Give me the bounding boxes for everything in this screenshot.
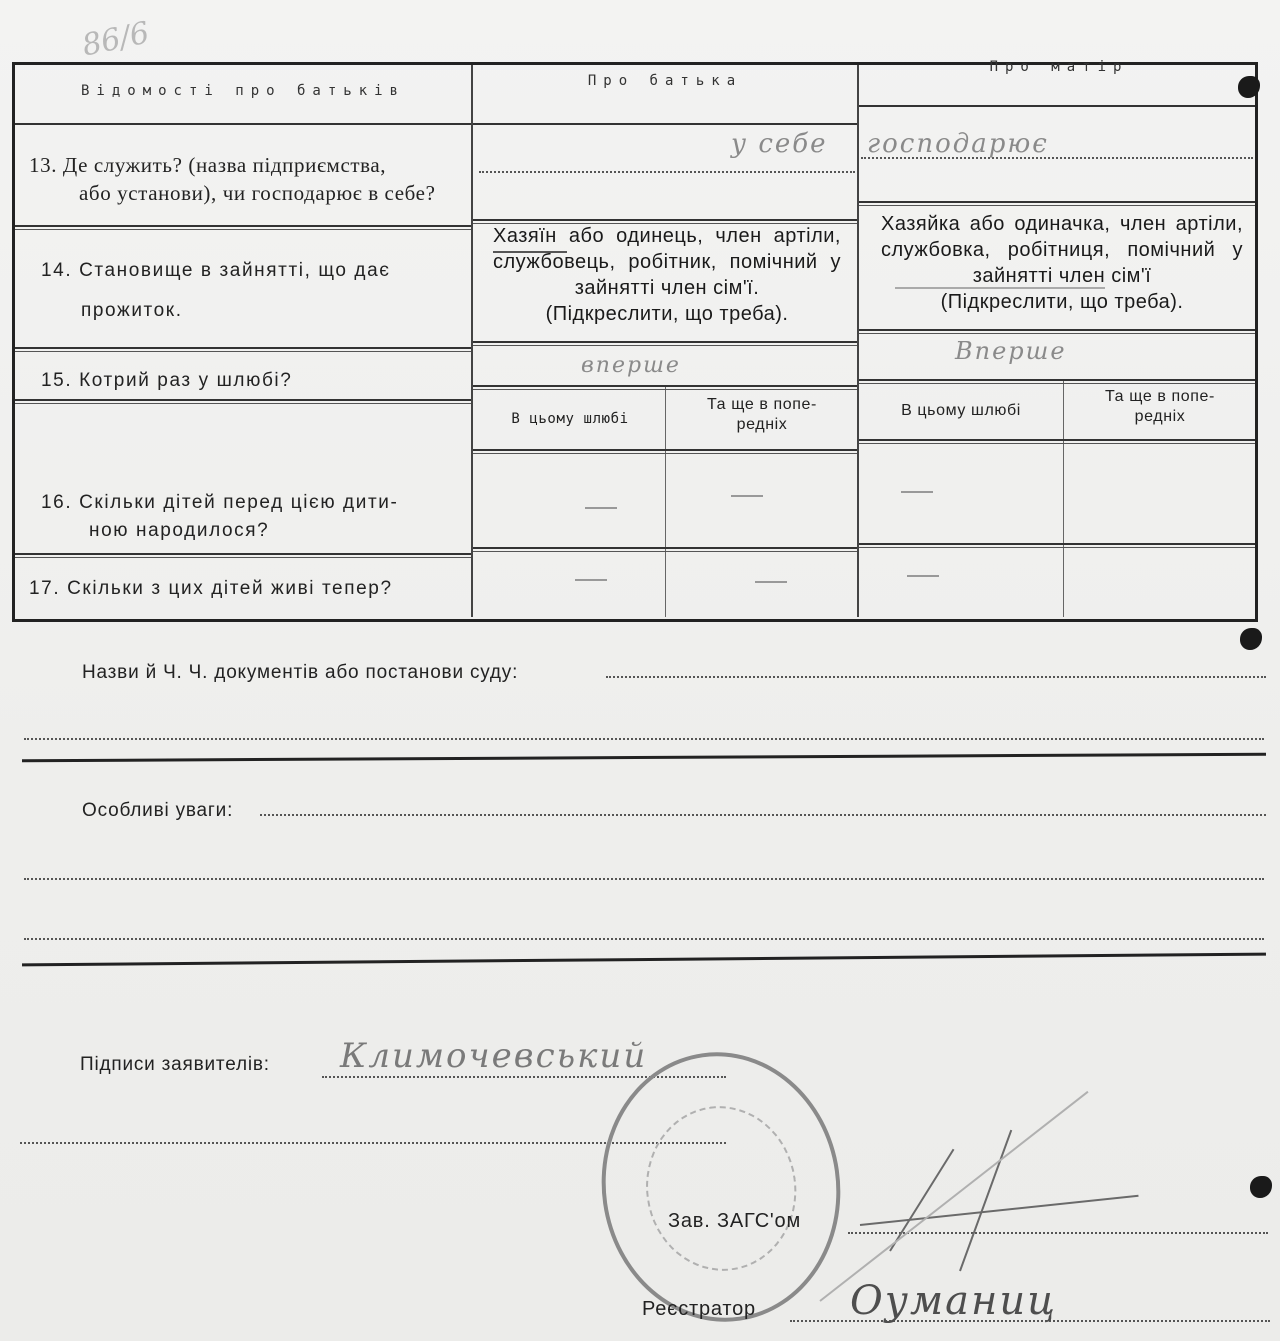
- header-mother-label: Про матір: [989, 59, 1129, 75]
- row-16-father-this-marriage-dash: [585, 507, 617, 509]
- row-16-father-previous-dash: [731, 495, 763, 497]
- column-divider: [857, 65, 859, 617]
- row-divider: [15, 225, 471, 230]
- remarks-label: Особливі уваги:: [82, 800, 234, 821]
- row-13-question: 13. Де служить? (назва підприємства, або установи), чи господарює в себе?: [29, 153, 436, 205]
- mother-options-note: (Підкреслити, що треба).: [940, 291, 1184, 313]
- row-divider: [473, 449, 857, 454]
- row-divider: [473, 123, 857, 125]
- documents-label: Назви й Ч. Ч. документів або постанови суду:: [82, 662, 519, 683]
- row-17-father-previous-dash: [755, 581, 787, 583]
- row-13-mother-answer: господарює: [867, 129, 1049, 159]
- row-14-question: 14. Становище в зайнятті, що дає прожиток.: [41, 260, 391, 321]
- row-divider: [859, 201, 1255, 206]
- father-this-marriage-header: В цьому шлюбі: [511, 411, 629, 427]
- row-divider: [15, 123, 471, 125]
- row-14-mother-options[interactable]: [881, 211, 1243, 315]
- header-info-label: Відомості про батьків: [80, 83, 405, 99]
- remarks-input-line[interactable]: [260, 814, 1266, 816]
- mother-occupation-options: Хазяйка або одиначка, член артіли, службовка, робітниця, помічний у зайнятті член сім'ї: [881, 213, 1243, 287]
- row-divider: [473, 385, 857, 390]
- row-15-question: 15. Котрий раз у шлюбі?: [41, 370, 293, 391]
- head-signature-line[interactable]: [848, 1232, 1268, 1234]
- official-stamp: [584, 1037, 857, 1337]
- row-divider: [859, 329, 1255, 334]
- row-divider: [859, 439, 1255, 444]
- row-divider: [473, 341, 857, 346]
- registrar-signature: Оуманиц: [850, 1278, 1058, 1324]
- row-divider: [473, 547, 857, 552]
- row-17-question: 17. Скільки з цих дітей живі тепер?: [29, 578, 393, 599]
- section-divider: [22, 753, 1266, 763]
- parents-info-table: [12, 59, 1258, 622]
- row-13-father-answer: у себе: [731, 129, 828, 159]
- father-previous-header: Та ще в попе- редніх: [707, 396, 817, 433]
- row-14-father-options[interactable]: [493, 223, 841, 327]
- father-occupation-options: Хазяїн або одинець, член артіли, службовець, робітник, помічний у зайнятті член сім'ї.: [493, 225, 841, 299]
- remarks-input-line-3[interactable]: [24, 938, 1264, 940]
- documents-input-line[interactable]: [606, 676, 1266, 678]
- archive-number: 86/6: [79, 15, 153, 64]
- row-17-mother-this-marriage-dash: [907, 575, 939, 577]
- row-divider: [859, 543, 1255, 548]
- mother-this-marriage-header: В цьому шлюбі: [901, 402, 1021, 419]
- header-father-label: Про батька: [587, 73, 743, 89]
- binding-hole-mark: [1250, 1176, 1272, 1198]
- mother-previous-header: Та ще в попе- редніх: [1105, 388, 1215, 425]
- row-15-father-answer: вперше: [581, 353, 681, 378]
- head-registry-label: Зав. ЗАГС'ом: [668, 1210, 802, 1232]
- answer-line: [479, 171, 855, 173]
- row-16-question: 16. Скільки дітей перед цією дити- ною народилося?: [41, 492, 399, 541]
- row-16-mother-this-marriage-dash: [901, 491, 933, 493]
- row-divider: [15, 553, 471, 558]
- row-divider: [15, 399, 471, 404]
- father-options-note: (Підкреслити, що треба).: [545, 303, 789, 325]
- signatures-label: Підписи заявителів:: [80, 1054, 270, 1075]
- head-signature-stroke: [819, 1091, 1088, 1302]
- header-father-cell: [473, 73, 857, 89]
- row-divider: [859, 379, 1255, 384]
- head-signature-stroke: [860, 1195, 1139, 1226]
- subcolumn-divider: [1063, 381, 1064, 617]
- documents-input-line-2[interactable]: [24, 738, 1264, 740]
- row-15-mother-answer: Вперше: [955, 337, 1067, 365]
- section-divider: [22, 953, 1266, 967]
- applicant-signature: Климочевський: [340, 1036, 648, 1076]
- remarks-input-line-2[interactable]: [24, 878, 1264, 880]
- header-info-cell: [15, 83, 471, 99]
- stamp-inner-ring: [635, 1096, 807, 1280]
- mother-selection-underline: [895, 287, 1105, 289]
- head-signature-stroke: [889, 1149, 954, 1252]
- subcolumn-divider: [665, 387, 666, 617]
- row-divider: [15, 347, 471, 352]
- header-mother-cell: [859, 59, 1259, 75]
- head-signature-stroke: [959, 1130, 1012, 1272]
- binding-hole-mark: [1240, 628, 1262, 650]
- father-selection-underline: [493, 251, 567, 253]
- registrar-label: Реєстратор: [642, 1298, 756, 1320]
- row-divider: [859, 105, 1255, 107]
- row-17-father-this-marriage-dash: [575, 579, 607, 581]
